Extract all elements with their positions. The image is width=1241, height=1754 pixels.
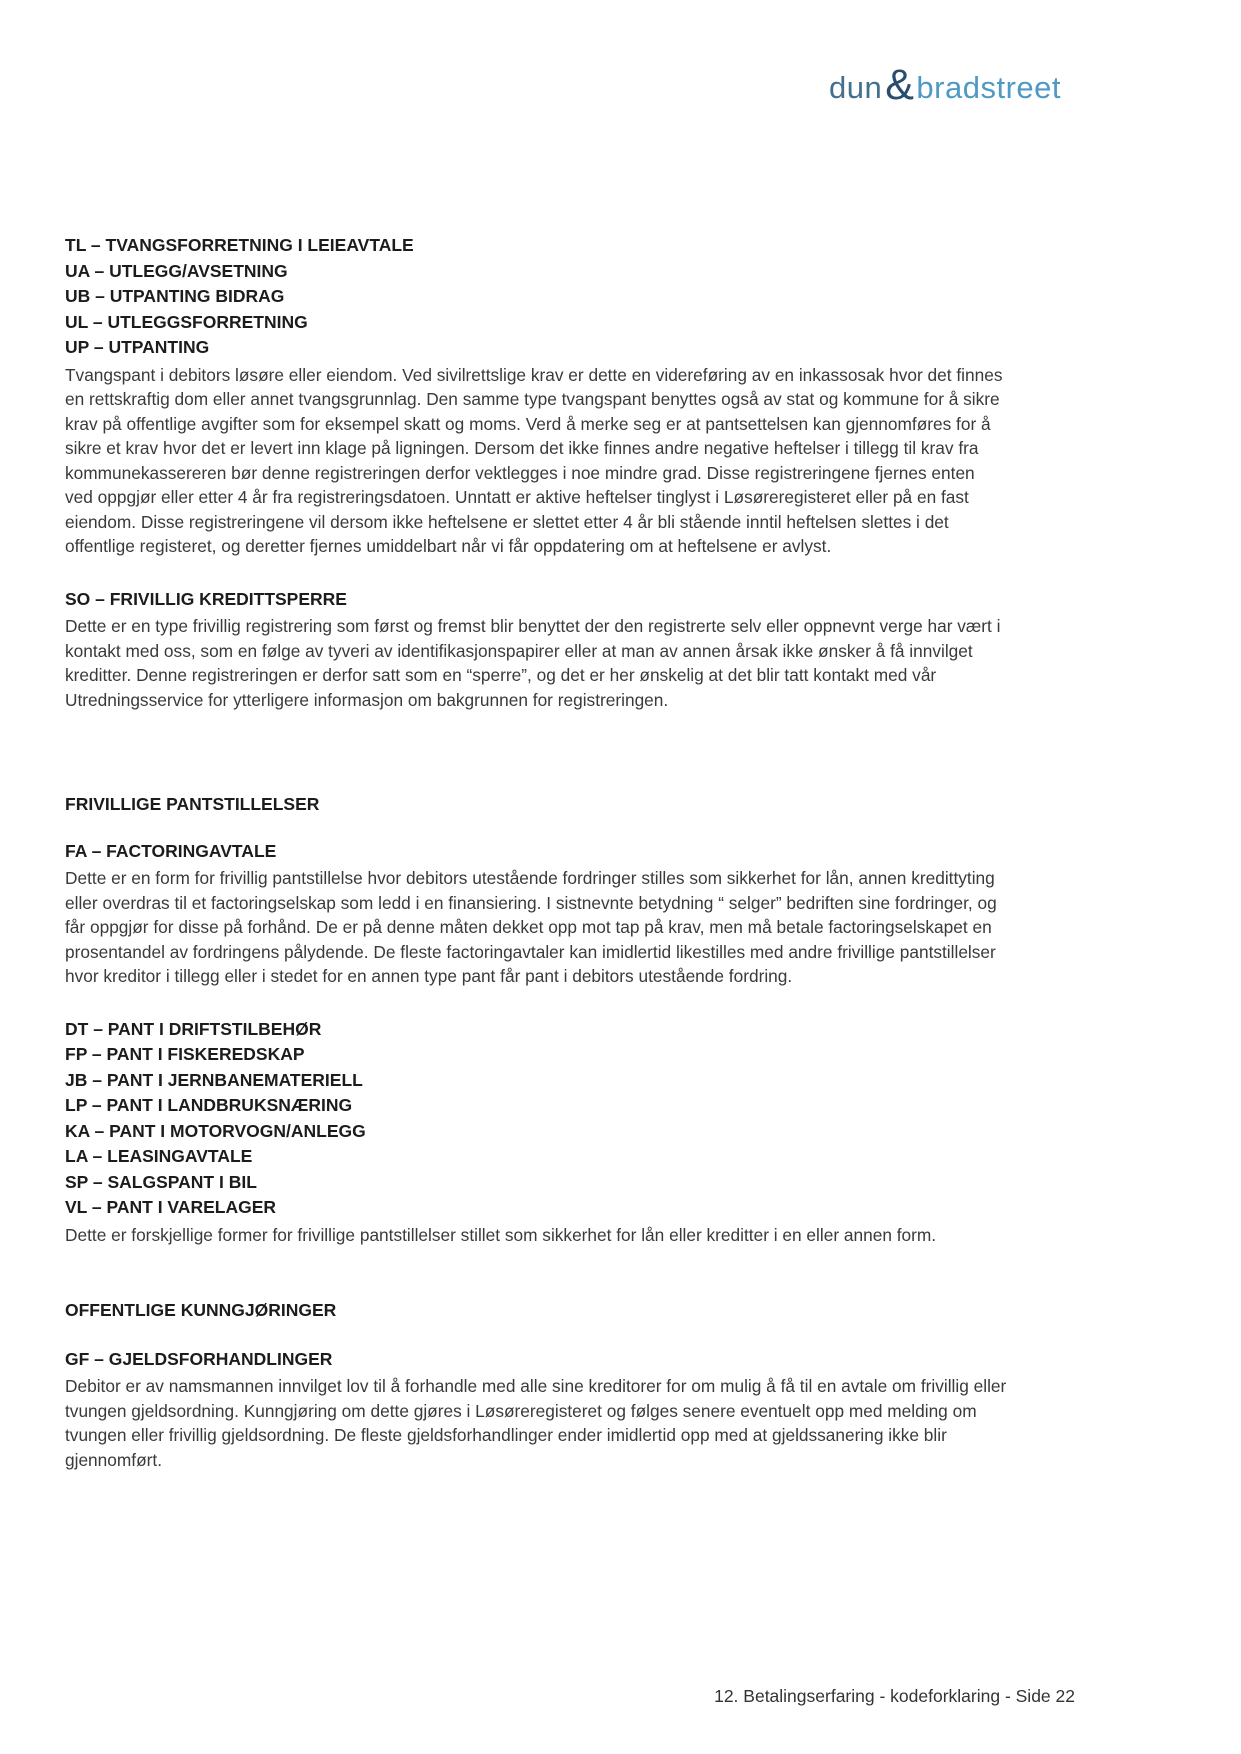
code-group-pant xyxy=(65,1017,1007,1221)
code-heading-dt: DT – PANT I DRIFTSTILBEHØR xyxy=(65,1018,322,1039)
section-title-offentlige-kunngjoringer: OFFENTLIGE KUNNGJØRINGER xyxy=(65,1300,337,1320)
code-heading-vl: VL – PANT I VARELAGER xyxy=(65,1197,276,1217)
code-heading-tl: TL – TVANGSFORRETNING I LEIEAVTALE xyxy=(65,235,414,255)
section-title-frivillige-pantstillelser: FRIVILLIGE PANTSTILLELSER xyxy=(65,794,320,814)
code-heading-sp: SP – SALGSPANT I BIL xyxy=(65,1171,257,1192)
logo-dun-text: dun xyxy=(829,69,883,105)
paragraph-tvangsforretninger: Tvangspant i debitors løsøre eller eiendom. Ved sivilrettslige krav er dette en videreføring av en inkassosak hvor det finnes en rettskraftig dom eller annet tvangsgrunnlag. Den samme type tvangspant benyttes også av stat og kommune for å sikre krav på offentlige avgifter som for eksempel skatt og moms. Verd å merke seg er at pantsettelsen kan gjennomføres for å sikre et krav hvor det er levert inn klage på ligningen. Dersom det ikke finnes andre negative heftelser i tillegg til krav fra kommunekassereren bør denne registreringen derfor vektlegges i noe mindre grad. Disse registreringene fjernes enten ved oppgjør eller etter 4 år fra registreringsdatoen. Unntatt er aktive heftelser tinglyst i Løsøreregisteret eller på en fast eiendom. Disse registreringene vil dersom ikke heftelsene er slettet etter 4 år bli stående inntil heftelsen slettes i det offentlige registeret, og deretter fjernes umiddelbart når vi får oppdatering om at heftelsene er avlyst. xyxy=(65,364,1003,556)
code-heading-ub: UB – UTPANTING BIDRAG xyxy=(65,286,285,306)
code-heading-la: LA – LEASINGAVTALE xyxy=(65,1146,253,1166)
code-heading-jb: JB – PANT I JERNBANEMATERIELL xyxy=(65,1069,363,1090)
code-heading-ul: UL – UTLEGGSFORRETNING xyxy=(65,311,308,332)
code-heading-ua: UA – UTLEGG/AVSETNING xyxy=(65,260,288,281)
code-heading-so: SO – FRIVILLIG KREDITTSPERRE xyxy=(65,588,347,609)
page-footer-text: 12. Betalingserfaring - kodeforklaring - Side 22 xyxy=(714,1686,1075,1706)
logo-ampersand-icon: & xyxy=(885,61,915,109)
paragraph-pant: Dette er forskjellige former for frivillige pantstillelser stillet som sikkerhet for lån eller kreditter i en eller annen form. xyxy=(65,1224,937,1245)
code-heading-fa: FA – FACTORINGAVTALE xyxy=(65,840,277,861)
paragraph-fa: Dette er en form for frivillig pantstillelse hvor debitors utestående fordringer stilles som sikkerhet for lån, annen kredittyting eller overdras til et factoringselskap som ledd i en finansiering. I sistnevnte betydning “ selger” bedriften sine fordringer, og får oppgjør for disse på forhånd. De er på denne måten dekket opp mot tap på krav, men må betale factoringselskapet en prosentandel av fordringens pålydende. De fleste factoringavtaler kan imidlertid likestilles med andre frivillige pantstillelser hvor kreditor i tillegg eller i stedet for en annen type pant får pant i debitors utestående fordring. xyxy=(65,868,997,986)
code-heading-ka: KA – PANT I MOTORVOGN/ANLEGG xyxy=(65,1120,366,1141)
paragraph-so: Dette er en type frivillig registrering som først og fremst blir benyttet der den registrerte selv eller oppnevnt verge har vært i kontakt med oss, som en følge av tyveri av identifikasjonspapirer eller at man av annen årsak ikke ønsker å få innvilget kreditter. Denne registreringen er derfor satt som en “sperre”, og det er her ønskelig at det blir tatt kontakt med vår Utredningsservice for ytterligere informasjon om bakgrunnen for registreringen. xyxy=(65,616,1001,710)
code-heading-lp: LP – PANT I LANDBRUKSNÆRING xyxy=(65,1095,353,1115)
code-heading-gf: GF – GJELDSFORHANDLINGER xyxy=(65,1348,333,1369)
code-heading-up: UP – UTPANTING xyxy=(65,337,210,357)
document-content xyxy=(65,0,1007,1472)
code-group-tvangsforretninger xyxy=(65,233,1007,361)
code-heading-fp: FP – PANT I FISKEREDSKAP xyxy=(65,1044,305,1064)
logo-bradstreet-text: bradstreet xyxy=(916,69,1061,105)
paragraph-gf: Debitor er av namsmannen innvilget lov til å forhandle med alle sine kreditorer for om mulig å få til en avtale om frivillig eller tvungen gjeldsordning. Kunngjøring om dette gjøres i Løsøreregisteret og følges senere eventuelt opp med melding om tvungen eller frivillig gjeldsordning. De fleste gjeldsforhandlinger ender imidlertid opp med at gjeldssanering ikke blir gjennomført. xyxy=(65,1376,1007,1470)
